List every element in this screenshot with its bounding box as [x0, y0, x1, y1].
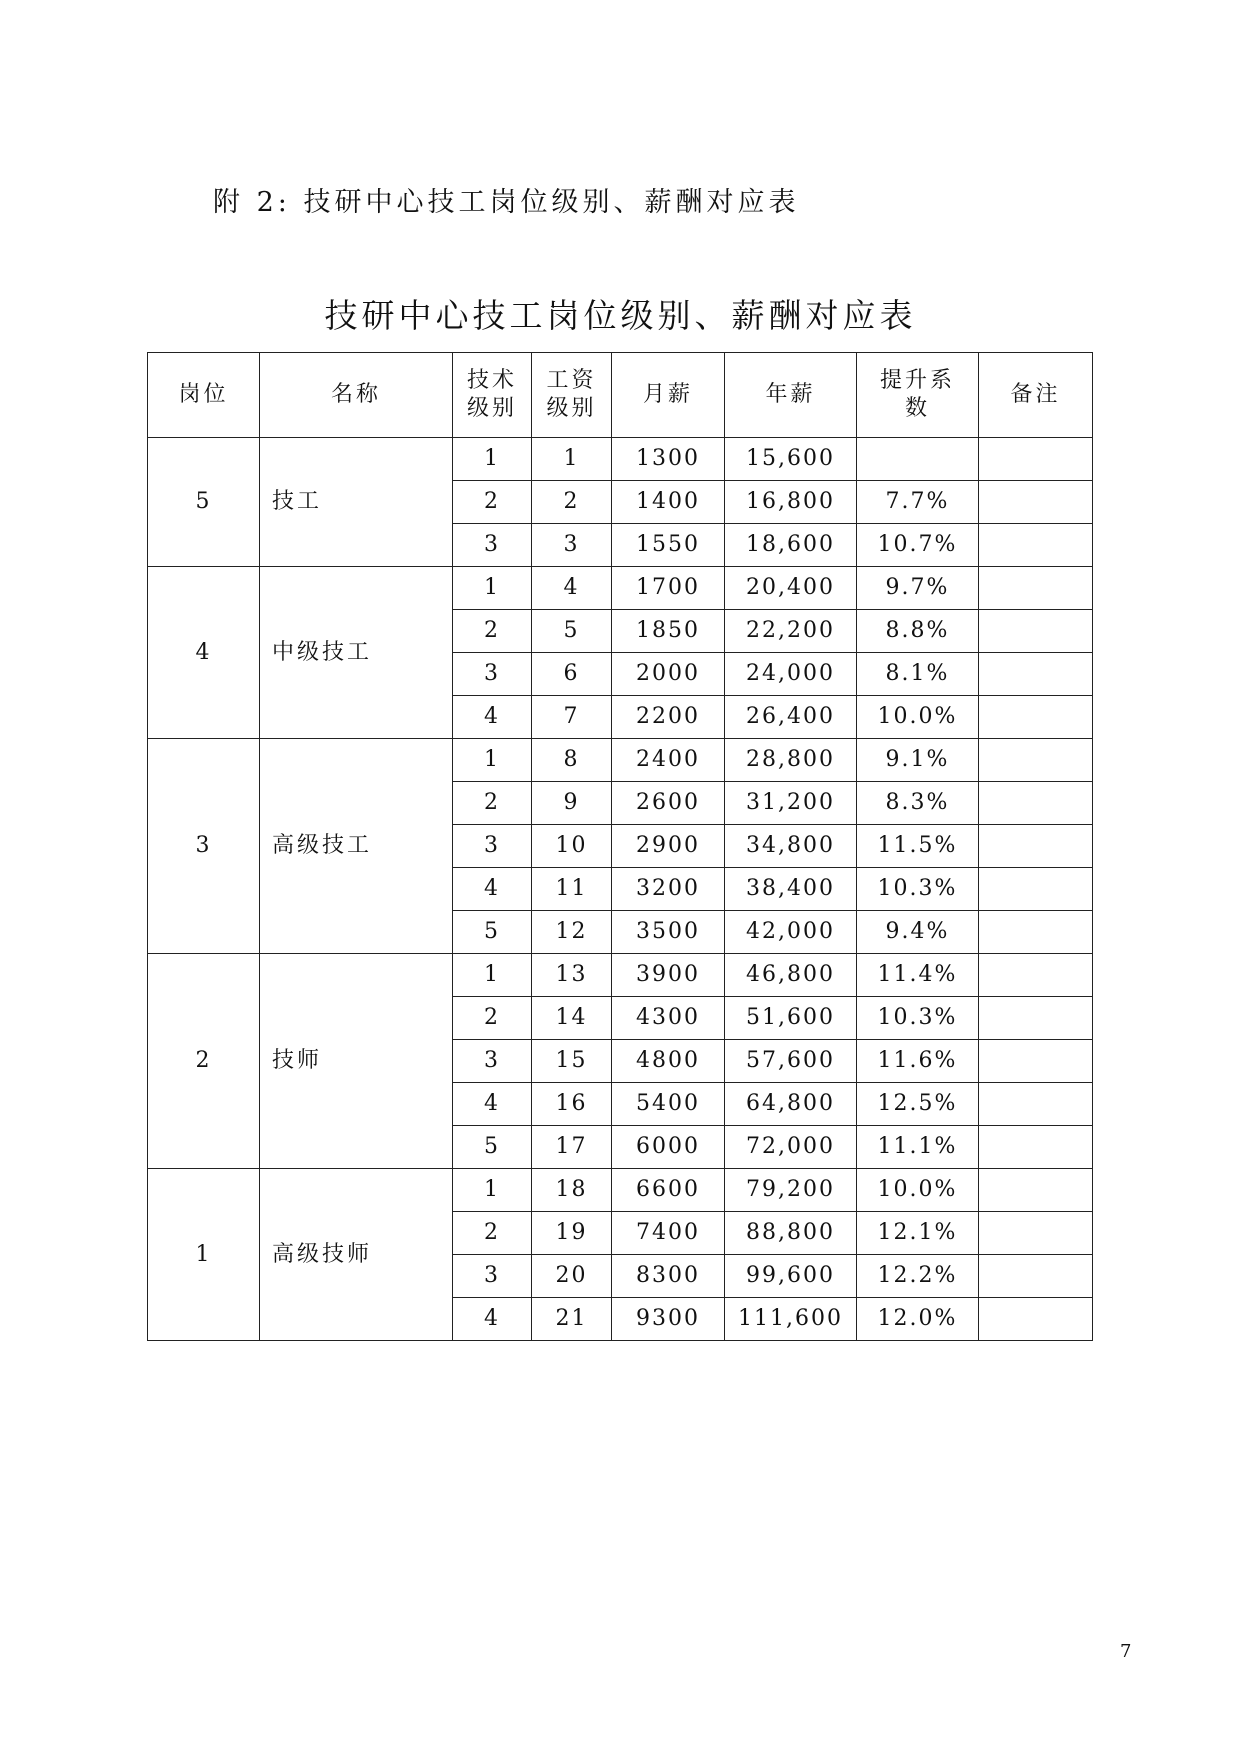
wage-level-cell: 11 [532, 868, 612, 911]
annual-cell: 72,000 [725, 1126, 857, 1169]
wage-level-cell: 19 [532, 1212, 612, 1255]
tech-level-cell: 1 [453, 954, 532, 997]
header-tech-level: 技术 级别 [453, 353, 532, 438]
annual-cell: 28,800 [725, 739, 857, 782]
raise-cell: 9.4% [857, 911, 979, 954]
name-cell: 技师 [260, 954, 453, 1169]
wage-level-cell: 14 [532, 997, 612, 1040]
tech-level-cell: 2 [453, 1212, 532, 1255]
monthly-cell: 1300 [612, 438, 725, 481]
raise-cell: 8.8% [857, 610, 979, 653]
table-body [148, 438, 1093, 1341]
monthly-cell: 3900 [612, 954, 725, 997]
tech-level-cell: 2 [453, 481, 532, 524]
monthly-cell: 3200 [612, 868, 725, 911]
tech-level-cell: 5 [453, 1126, 532, 1169]
wage-level-cell: 13 [532, 954, 612, 997]
monthly-cell: 8300 [612, 1255, 725, 1298]
remarks-cell [979, 653, 1093, 696]
raise-cell: 8.3% [857, 782, 979, 825]
remarks-cell [979, 1212, 1093, 1255]
wage-level-cell: 1 [532, 438, 612, 481]
header-remarks: 备注 [979, 353, 1093, 438]
header-post: 岗位 [148, 353, 260, 438]
monthly-cell: 1700 [612, 567, 725, 610]
tech-level-cell: 3 [453, 524, 532, 567]
monthly-cell: 2200 [612, 696, 725, 739]
wage-level-cell: 21 [532, 1298, 612, 1341]
wage-level-cell: 15 [532, 1040, 612, 1083]
raise-cell: 10.7% [857, 524, 979, 567]
wage-level-cell: 5 [532, 610, 612, 653]
wage-level-cell: 7 [532, 696, 612, 739]
wage-level-cell: 9 [532, 782, 612, 825]
tech-level-cell: 4 [453, 1298, 532, 1341]
tech-level-cell: 5 [453, 911, 532, 954]
remarks-cell [979, 782, 1093, 825]
annual-cell: 88,800 [725, 1212, 857, 1255]
wage-level-cell: 2 [532, 481, 612, 524]
raise-cell: 9.1% [857, 739, 979, 782]
table-row [148, 567, 1093, 610]
header-raise: 提升系 数 [857, 353, 979, 438]
remarks-cell [979, 696, 1093, 739]
monthly-cell: 2600 [612, 782, 725, 825]
tech-level-cell: 1 [453, 438, 532, 481]
table-row [148, 954, 1093, 997]
remarks-cell [979, 481, 1093, 524]
header-row [148, 353, 1093, 438]
annual-cell: 111,600 [725, 1298, 857, 1341]
tech-level-cell: 3 [453, 653, 532, 696]
annual-cell: 16,800 [725, 481, 857, 524]
remarks-cell [979, 997, 1093, 1040]
annual-cell: 38,400 [725, 868, 857, 911]
tech-level-cell: 3 [453, 1040, 532, 1083]
annual-cell: 46,800 [725, 954, 857, 997]
annual-cell: 42,000 [725, 911, 857, 954]
wage-level-cell: 10 [532, 825, 612, 868]
raise-cell: 10.0% [857, 1169, 979, 1212]
tech-level-cell: 2 [453, 610, 532, 653]
wage-level-cell: 18 [532, 1169, 612, 1212]
header-monthly: 月薪 [612, 353, 725, 438]
tech-level-cell: 4 [453, 696, 532, 739]
post-cell: 3 [148, 739, 260, 954]
raise-cell: 11.1% [857, 1126, 979, 1169]
appendix-title: 附 2: 技研中心技工岗位级别、薪酬对应表 [213, 187, 800, 218]
raise-cell: 9.7% [857, 567, 979, 610]
remarks-cell [979, 1126, 1093, 1169]
raise-cell [857, 438, 979, 481]
tech-level-cell: 2 [453, 997, 532, 1040]
header-name: 名称 [260, 353, 453, 438]
raise-cell: 12.0% [857, 1298, 979, 1341]
monthly-cell: 1550 [612, 524, 725, 567]
raise-cell: 11.6% [857, 1040, 979, 1083]
tech-level-cell: 3 [453, 1255, 532, 1298]
raise-cell: 10.3% [857, 868, 979, 911]
wage-level-cell: 6 [532, 653, 612, 696]
remarks-cell [979, 610, 1093, 653]
monthly-cell: 4800 [612, 1040, 725, 1083]
raise-cell: 8.1% [857, 653, 979, 696]
monthly-cell: 6000 [612, 1126, 725, 1169]
page-number: 7 [1120, 1641, 1132, 1662]
remarks-cell [979, 954, 1093, 997]
raise-cell: 11.5% [857, 825, 979, 868]
wage-level-cell: 8 [532, 739, 612, 782]
annual-cell: 99,600 [725, 1255, 857, 1298]
raise-cell: 10.3% [857, 997, 979, 1040]
remarks-cell [979, 1298, 1093, 1341]
remarks-cell [979, 825, 1093, 868]
annual-cell: 26,400 [725, 696, 857, 739]
tech-level-cell: 4 [453, 1083, 532, 1126]
wage-level-cell: 16 [532, 1083, 612, 1126]
table-title: 技研中心技工岗位级别、薪酬对应表 [324, 296, 917, 335]
annual-cell: 22,200 [725, 610, 857, 653]
tech-level-cell: 2 [453, 782, 532, 825]
annual-cell: 24,000 [725, 653, 857, 696]
remarks-cell [979, 1040, 1093, 1083]
name-cell: 中级技工 [260, 567, 453, 739]
annual-cell: 31,200 [725, 782, 857, 825]
post-cell: 5 [148, 438, 260, 567]
wage-level-cell: 17 [532, 1126, 612, 1169]
remarks-cell [979, 868, 1093, 911]
annual-cell: 57,600 [725, 1040, 857, 1083]
annual-cell: 51,600 [725, 997, 857, 1040]
tech-level-cell: 4 [453, 868, 532, 911]
remarks-cell [979, 1169, 1093, 1212]
monthly-cell: 7400 [612, 1212, 725, 1255]
name-cell: 高级技师 [260, 1169, 453, 1341]
annual-cell: 18,600 [725, 524, 857, 567]
monthly-cell: 1400 [612, 481, 725, 524]
post-cell: 1 [148, 1169, 260, 1341]
tech-level-cell: 1 [453, 567, 532, 610]
wage-level-cell: 4 [532, 567, 612, 610]
name-cell: 技工 [260, 438, 453, 567]
raise-cell: 11.4% [857, 954, 979, 997]
salary-table [147, 352, 1093, 1341]
raise-cell: 10.0% [857, 696, 979, 739]
raise-cell: 12.1% [857, 1212, 979, 1255]
annual-cell: 79,200 [725, 1169, 857, 1212]
annual-cell: 64,800 [725, 1083, 857, 1126]
raise-cell: 12.5% [857, 1083, 979, 1126]
wage-level-cell: 20 [532, 1255, 612, 1298]
monthly-cell: 2900 [612, 825, 725, 868]
tech-level-cell: 1 [453, 739, 532, 782]
annual-cell: 15,600 [725, 438, 857, 481]
monthly-cell: 3500 [612, 911, 725, 954]
remarks-cell [979, 524, 1093, 567]
tech-level-cell: 1 [453, 1169, 532, 1212]
remarks-cell [979, 739, 1093, 782]
remarks-cell [979, 911, 1093, 954]
wage-level-cell: 3 [532, 524, 612, 567]
monthly-cell: 9300 [612, 1298, 725, 1341]
header-wage-level: 工资 级别 [532, 353, 612, 438]
annual-cell: 20,400 [725, 567, 857, 610]
monthly-cell: 6600 [612, 1169, 725, 1212]
header-annual: 年薪 [725, 353, 857, 438]
raise-cell: 12.2% [857, 1255, 979, 1298]
monthly-cell: 2400 [612, 739, 725, 782]
raise-cell: 7.7% [857, 481, 979, 524]
monthly-cell: 5400 [612, 1083, 725, 1126]
wage-level-cell: 12 [532, 911, 612, 954]
post-cell: 2 [148, 954, 260, 1169]
tech-level-cell: 3 [453, 825, 532, 868]
monthly-cell: 4300 [612, 997, 725, 1040]
table-row [148, 438, 1093, 481]
remarks-cell [979, 1083, 1093, 1126]
monthly-cell: 2000 [612, 653, 725, 696]
remarks-cell [979, 1255, 1093, 1298]
post-cell: 4 [148, 567, 260, 739]
name-cell: 高级技工 [260, 739, 453, 954]
table-row [148, 739, 1093, 782]
remarks-cell [979, 438, 1093, 481]
monthly-cell: 1850 [612, 610, 725, 653]
table-row [148, 1169, 1093, 1212]
remarks-cell [979, 567, 1093, 610]
annual-cell: 34,800 [725, 825, 857, 868]
